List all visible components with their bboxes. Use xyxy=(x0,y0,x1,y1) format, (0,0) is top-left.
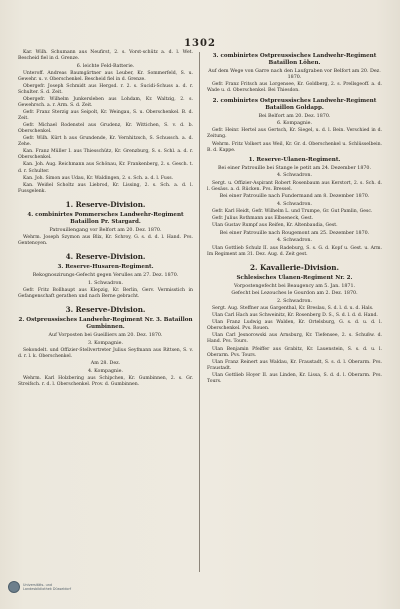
casualty-entry: Gefr. Franz Fritsch aus Lorgensee, Kr. Goldberg, 2. s. Prellsgeoff. a. d. Wade u. d. Oberschenkel. Bei Thiesdon. xyxy=(207,82,382,94)
subheading: 6. leichte Feld-Batterie. xyxy=(76,63,135,69)
subheading: Auf Vorposten bei Gueilliers am 20. Dez. 1870. xyxy=(48,332,163,338)
subheading: 6. Kompagnie. xyxy=(277,121,312,127)
casualty-entry: Obergefr. Joseph Schmidt aus Hergsd. r. 2. s. Sucidi-Schuss a. d. r. Schulter. S. d. Zeit. xyxy=(18,83,193,95)
unit-heading: Schlesisches Ulanen-Regiment Nr. 2. xyxy=(236,274,353,281)
subheading: 4. Schwadron. xyxy=(277,238,312,244)
casualty-entry: Ulan Franz Reinert aus Waldau, Kr. Fraustadt, S. s. d. l. Oberarm. Pvs. Fraustadt. xyxy=(207,359,382,371)
casualty-entry: Gefr. Franz Sterzig aus Seipolt, Kr. Weingau, S. u. Oberschenkel. B. d. Zeit. xyxy=(18,110,193,122)
subheading: 1. Schwadron. xyxy=(88,280,123,286)
casualty-entry: Kan. Joh. Aug. Reichmann aus Schönau, Kr. Frankenberg, 2. s. Gesch. t. d. r. Schulter. xyxy=(18,162,193,174)
subheading: Bei einer Patrouille nach Fundermand am 8. Dezember 1870. xyxy=(219,194,370,200)
unit-heading: 3. Reserve-Husaren-Regiment. xyxy=(57,263,154,270)
casualty-entry: Wehrm. Karl Holzbering aus Schipchen, Kr. Gumbinnen, 2. s. Gr. Streifsch. r. d. l. Oberschenkel. Prov. d. Gumbinnen. xyxy=(18,376,193,388)
casualty-entry: Sergt. u. Offizier-Aspirant Robert Rosenbaum aus Kerstort, 2. s. Sch. d. l. Gesäss. a. d. Rücken. Pvs. Bressel. xyxy=(207,180,382,192)
unit-heading: 3. combinirtes Ostpreussisches Landwehr-Regiment Bataillon Löhen. xyxy=(212,53,377,66)
subheading: 2. Schwadron. xyxy=(277,299,312,305)
library-logo xyxy=(8,578,78,596)
casualty-entry: Gefr. Karl Heidt, Gefr. Wilhelm L. und Trumpe, Gr. Gut Pamlin, Gesc. xyxy=(212,209,373,214)
library-seal-icon xyxy=(8,581,20,593)
casualty-entry: Gefr. Julius Rothmann aus Elbseneck, Gest. xyxy=(212,216,314,222)
subheading: Gefecht bei Lezouches le Gourdon am 2. Dez. 1870. xyxy=(231,291,358,297)
casualty-entry: Ulan Carl Jesnorowski aus Arnsburg, Kr. Tiefensee, 2. s. Schußw. d. Hand. Pvs. Tours. xyxy=(207,333,382,345)
subheading: Patrouillengang vor Belfort am 20. Dez. 1870. xyxy=(49,227,162,233)
subheading: Bei einer Patrouille nach Rougemont am 25. Dezember 1870. xyxy=(219,230,370,236)
unit-heading: 2. Ostpreussisches Landwehr-Regiment Nr. 3. Bataillon Gumbinnen. xyxy=(18,316,193,330)
casualty-entry: Kan. Joh. Simon aus Udau, Kr. Waldingen, 2. s. Sch. a. d. l. Fuss. xyxy=(23,175,174,181)
casualty-entry: Ulan Carl Hach aus Schweinitz, Kr. Rosenberg D. S., S. d. l. d. d. Hand. xyxy=(212,313,378,319)
casualty-entry: Gefr. Michael Rodenstel aus Grudenz, Kr. Wittichen, S. v. d. b. Oberschenkel. xyxy=(18,123,193,135)
casualty-entry: Sekondelt. und Offizier-Stellvertreter Julius Seyfmann aus Rittsen, S. v. d. r. l. k. Oberschenkel. xyxy=(18,347,193,359)
casualty-entry: Wehrm. Fritz Volkert aus Weil, Kr. Gr. d. Oberschenkel u. Schlüsselbein. B. d. Kappe. xyxy=(207,141,382,153)
subheading: 3. Kompagnie. xyxy=(88,340,123,346)
subheading: 4. Kompagnie. xyxy=(88,369,123,375)
casualty-entry: Gefr. Heinr. Hertel aus Gertsch, Kr. Siegel, u. d. l. Bein. Verschied in d. Zeitung. xyxy=(207,128,382,140)
column-divider xyxy=(199,52,200,572)
right-column xyxy=(207,50,382,386)
unit-heading: 1. Reserve-Ulanen-Regiment. xyxy=(248,156,341,163)
casualty-entry: Obergefr. Wilhelm Junkersleben aus Lohdam, Kr. Waltzig, 2. s. Gewehrsch. a. r. Arm. S. d. Zeit. xyxy=(18,96,193,109)
division-heading: 2. Kavallerie-Division. xyxy=(249,262,340,272)
casualty-entry: Unteroff. Andreas Baumgärtner aus Leuber, Kr. Sommerfeld, S. u. Gewehr. u. v. Oberschenkel. Bescheid fiel in d. Grenze. xyxy=(18,70,193,82)
casualty-entry: Gefr. Wilh. Kürt h aus Grundende, Kr. Vernhitzsch, S. Schussch. a. d. Zehe. xyxy=(18,136,193,148)
division-heading: 1. Reserve-Division. xyxy=(65,199,146,209)
subheading: 4. Schwadron. xyxy=(277,173,312,179)
casualty-entry: Ulan Benjamin Pfeiffer aus Grabitz, Kr. Lauenstein, S. s. d. u. l. Oberarm. Pvs. Tours. xyxy=(207,346,382,358)
subheading: 4. Schwadron. xyxy=(277,201,312,207)
casualty-entry: Gefr. Fritz Bollhaupt aus Klepzig, Kr. Berlin, Gerv. Vermisstich in Gefangenschaft gerathen und nach Berne gebracht. xyxy=(18,287,193,299)
casualty-entry: Kan. Weißel Scholtz aus Liebrod, Kr. Lissing, 2. s. Sch. a. d. l. Fussgelenk. xyxy=(18,182,193,194)
library-logo-text: Universitäts- und Landesbibliothek Düsseldorf xyxy=(23,583,72,591)
subheading: Bei einer Patrouille bei Stange le petit am 24. Dezember 1870. xyxy=(217,165,371,171)
casualty-entry: Ulan Franz Ludwig aus Walden, Kr. Ortelsburg, G. s. d. u. d. l. Oberschenkel. Pvs. Rouen. xyxy=(207,320,382,332)
casualty-entry: Wehrm. Joseph Szymon aus Blix, Kr. Schroy, G. s. d. d. l. Hand. Pvs. Gentenoyen. xyxy=(18,234,193,246)
left-column xyxy=(18,50,193,389)
unit-heading: 4. combinirtes Pommersches Landwehr-Regiment Bataillon Pr. Stargard. xyxy=(27,211,184,225)
subheading: Rekognoszirungs-Gefecht gegen Verulles am 27. Dez. 1870. xyxy=(32,272,179,278)
casualty-entry: Ulan Gottlieb Hoyer II. aus Linden, Kr. Lissa, S. d. d. l. Oberarm. Pvs. Tours. xyxy=(207,372,382,384)
subheading: Bei Belfort am 20. Dez. 1870. xyxy=(258,113,331,119)
page-number: 1302 xyxy=(184,38,216,49)
subheading: Vorpostengefecht bei Beaugency am 5. Jan. 1871. xyxy=(233,283,356,289)
subheading: Auf dem Wege von Garre nach den Laufgraben vor Belfort am 20. Dez. 1870. xyxy=(208,69,381,81)
casualty-entry: Sergt. Aug. Steffner aus Gargenthal, Kr. Breslau, S. d. l. d. u. d. Hals. xyxy=(212,306,374,312)
unit-heading: 2. combinirtes Ostpreussisches Landwehr-Regiment Bataillon Goldapp. xyxy=(212,97,377,111)
casualty-entry: Kan. Franz Müller I. aus Thiesschütz, Kr. Grenzburg, S. s. Schl. a. d. r. Oberschenkel. xyxy=(18,149,193,161)
division-heading: 3. Reserve-Division. xyxy=(65,304,146,314)
casualty-entry: Ulan Gottlieb Schulz II. aus Radeburg, S. s. G. d. Kopf u. Gest. u. Arm. Im Regiment am 31. Dez. Aug. d. Zeit gest. xyxy=(207,245,382,257)
casualty-entry: Kar. Wilh. Schumann aus Neufirst, 2. s. Vorst-schütz a. d. l. Wet. Bescheid fiel in d. Grenze. xyxy=(18,50,193,62)
subheading: Am 28. Dez. xyxy=(90,361,121,367)
division-heading: 4. Reserve-Division. xyxy=(65,251,146,261)
casualty-entry: Ulan Gustav Rumpf aus Reifen, Kr. Altenbaudia, Gest. xyxy=(212,223,338,229)
